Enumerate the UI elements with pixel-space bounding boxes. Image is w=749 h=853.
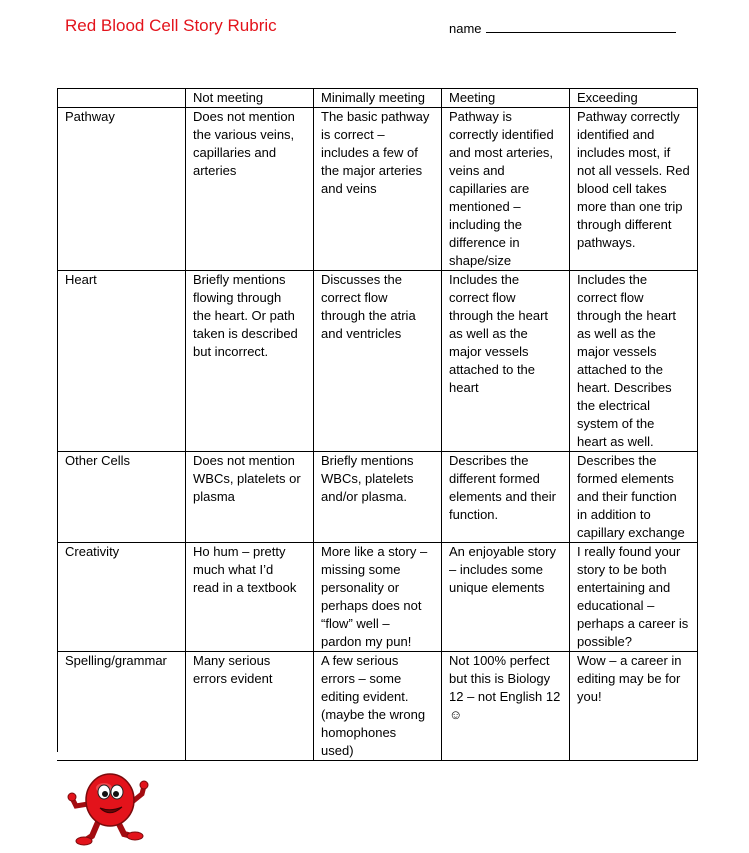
cell-text-line: not all vessels. Red [577, 163, 690, 178]
cell-text-line: story to be both [577, 562, 667, 577]
cell-text-line: perhaps does not [321, 598, 422, 613]
cell-text-line: Does not mention [193, 453, 295, 468]
cell-text-line: WBCs, platelets or [193, 471, 301, 486]
cell-text-line: more than one trip [577, 199, 683, 214]
cell-text-line: WBCs, platelets [321, 471, 414, 486]
cell-text-line: Briefly mentions [321, 453, 414, 468]
cell-text-line: attached to the [449, 362, 536, 377]
cell-text-line: educational – [577, 598, 655, 613]
cell-text-line: and veins [321, 181, 377, 196]
red-blood-cell-mascot-icon [66, 764, 152, 846]
cell-text-line: correct flow [577, 290, 644, 305]
cell-text-line: but this is Biology [449, 671, 551, 686]
cell-text-line: I really found your [577, 544, 681, 559]
cell-minimally-meeting [314, 108, 442, 271]
cell-text-line: capillaries are [449, 181, 530, 196]
cell-exceeding [570, 543, 698, 652]
cell-text-line: correctly identified [449, 127, 554, 142]
cell-text-line: possible? [577, 634, 632, 649]
cell-text-line: correct flow [321, 290, 388, 305]
criterion-cell: Creativity [58, 543, 186, 652]
cell-text-line: correct flow [449, 290, 516, 305]
cell-text-line: is correct – [321, 127, 385, 142]
cell-text-line: system of the [577, 416, 655, 431]
cell-text-line: homophones [321, 725, 397, 740]
cell-meeting [442, 652, 570, 761]
cell-meeting [442, 108, 570, 271]
cell-text-line: the various veins, [193, 127, 295, 142]
cell-text-line: 12 – not English 12 [449, 689, 561, 704]
rubric-row [58, 271, 698, 452]
cell-text-line: as well as the [449, 326, 528, 341]
cell-exceeding [570, 108, 698, 271]
cell-text-line: capillary exchange [577, 525, 685, 540]
rubric-row [58, 108, 698, 271]
cell-text-line: capillaries and [193, 145, 277, 160]
cell-text-line: Includes the [577, 272, 648, 287]
cell-minimally-meeting [314, 543, 442, 652]
header-row [58, 89, 698, 108]
rubric-row [58, 543, 698, 652]
cell-text-line: perhaps a career is [577, 616, 689, 631]
cell-not-meeting [186, 543, 314, 652]
cell-not-meeting [186, 652, 314, 761]
cell-text-line: Discusses the [321, 272, 402, 287]
criterion-cell: Pathway [58, 108, 186, 271]
cell-text-line: pardon my pun! [321, 634, 412, 649]
cell-text-line: through different [577, 217, 672, 232]
cell-text-line: through the heart [577, 308, 677, 323]
cell-text-line: A few serious [321, 653, 399, 668]
cell-text-line: editing evident. [321, 689, 409, 704]
cell-text-line: and/or plasma. [321, 489, 407, 504]
cell-text-line: function. [449, 507, 499, 522]
cell-text-line: major vessels [449, 344, 529, 359]
cell-text-line: plasma [193, 489, 235, 504]
cell-text-line: errors – some [321, 671, 402, 686]
cell-text-line: veins and [449, 163, 505, 178]
cell-text-line: personality or [321, 580, 400, 595]
cell-text-line: you! [577, 689, 602, 704]
cell-meeting [442, 452, 570, 543]
cell-text-line: the heart. Or path [193, 308, 295, 323]
cell-text-line: the electrical [577, 398, 650, 413]
criterion-cell: Heart [58, 271, 186, 452]
rubric-row [58, 652, 698, 761]
cell-text-line: through the heart [449, 308, 549, 323]
rubric-table [57, 88, 698, 761]
cell-text-line: much what I’d [193, 562, 274, 577]
cell-text-line: The basic pathway [321, 109, 430, 124]
cell-not-meeting [186, 452, 314, 543]
cell-text-line: shape/size [449, 253, 512, 268]
cell-text-line: An enjoyable story [449, 544, 556, 559]
cell-text-line: includes most, if [577, 145, 671, 160]
cell-text-line: Does not mention [193, 109, 295, 124]
cell-text-line: entertaining and [577, 580, 671, 595]
table-edge-mask [57, 752, 147, 760]
cell-text-line: blood cell takes [577, 181, 667, 196]
cell-text-line: Describes the [577, 453, 657, 468]
name-blank-line [486, 20, 676, 33]
cell-text-line: different formed [449, 471, 540, 486]
cell-text-line: More like a story – [321, 544, 428, 559]
cell-text-line: attached to the [577, 362, 664, 377]
rubric-row [58, 452, 698, 543]
cell-not-meeting [186, 271, 314, 452]
header-cell-criterion [58, 89, 186, 108]
cell-text-line: difference in [449, 235, 520, 250]
cell-text-line: Includes the [449, 272, 520, 287]
cell-text-line: Not 100% perfect [449, 653, 550, 668]
criterion-cell: Other Cells [58, 452, 186, 543]
cell-text-line: heart as well. [577, 434, 654, 449]
cell-text-line: including the [449, 217, 522, 232]
cell-text-line: errors evident [193, 671, 273, 686]
header-cell-exceeding: Exceeding [570, 89, 698, 108]
cell-text-line: “flow” well – [321, 616, 390, 631]
cell-text-line: and most arteries, [449, 145, 554, 160]
cell-text-line: Pathway correctly [577, 109, 680, 124]
cell-minimally-meeting [314, 652, 442, 761]
cell-text-line: read in a textbook [193, 580, 297, 595]
header-cell-not-meeting: Not meeting [186, 89, 314, 108]
cell-text-line: – includes some [449, 562, 543, 577]
cell-text-line: missing some [321, 562, 401, 577]
cell-minimally-meeting [314, 271, 442, 452]
header-cell-meeting: Meeting [442, 89, 570, 108]
cell-text-line: Briefly mentions [193, 272, 286, 287]
cell-text-line: and their function [577, 489, 677, 504]
cell-text-line: pathways. [577, 235, 636, 250]
cell-text-line: heart. Describes [577, 380, 672, 395]
name-field [449, 20, 676, 36]
cell-text-line: in addition to [577, 507, 651, 522]
cell-text-line: Many serious [193, 653, 271, 668]
cell-text-line: ☺ [449, 707, 463, 722]
cell-text-line: includes a few of [321, 145, 418, 160]
header-cell-minimally-meeting: Minimally meeting [314, 89, 442, 108]
cell-text-line: as well as the [577, 326, 656, 341]
cell-exceeding [570, 452, 698, 543]
cell-text-line: but incorrect. [193, 344, 269, 359]
rubric-title: Red Blood Cell Story Rubric [65, 16, 277, 35]
cell-text-line: formed elements [577, 471, 674, 486]
cell-minimally-meeting [314, 452, 442, 543]
cell-text-line: Ho hum – pretty [193, 544, 286, 559]
cell-not-meeting [186, 108, 314, 271]
cell-exceeding [570, 271, 698, 452]
name-label: name [449, 21, 482, 36]
cell-text-line: major vessels [577, 344, 657, 359]
cell-text-line: the major arteries [321, 163, 423, 178]
cell-text-line: taken is described [193, 326, 298, 341]
cell-meeting [442, 271, 570, 452]
cell-text-line: and ventricles [321, 326, 402, 341]
cell-text-line: through the atria [321, 308, 416, 323]
cell-exceeding [570, 652, 698, 761]
cell-text-line: heart [449, 380, 479, 395]
cell-text-line: used) [321, 743, 354, 758]
cell-text-line: flowing through [193, 290, 282, 305]
cell-text-line: (maybe the wrong [321, 707, 426, 722]
criterion-cell: Spelling/grammar [58, 652, 186, 761]
cell-text-line: Wow – a career in [577, 653, 682, 668]
cell-text-line: Pathway is [449, 109, 512, 124]
cell-text-line: arteries [193, 163, 237, 178]
cell-text-line: editing may be for [577, 671, 681, 686]
cell-text-line: Describes the [449, 453, 529, 468]
cell-text-line: mentioned – [449, 199, 521, 214]
cell-text-line: elements and their [449, 489, 556, 504]
cell-meeting [442, 543, 570, 652]
cell-text-line: unique elements [449, 580, 545, 595]
cell-text-line: identified and [577, 127, 655, 142]
